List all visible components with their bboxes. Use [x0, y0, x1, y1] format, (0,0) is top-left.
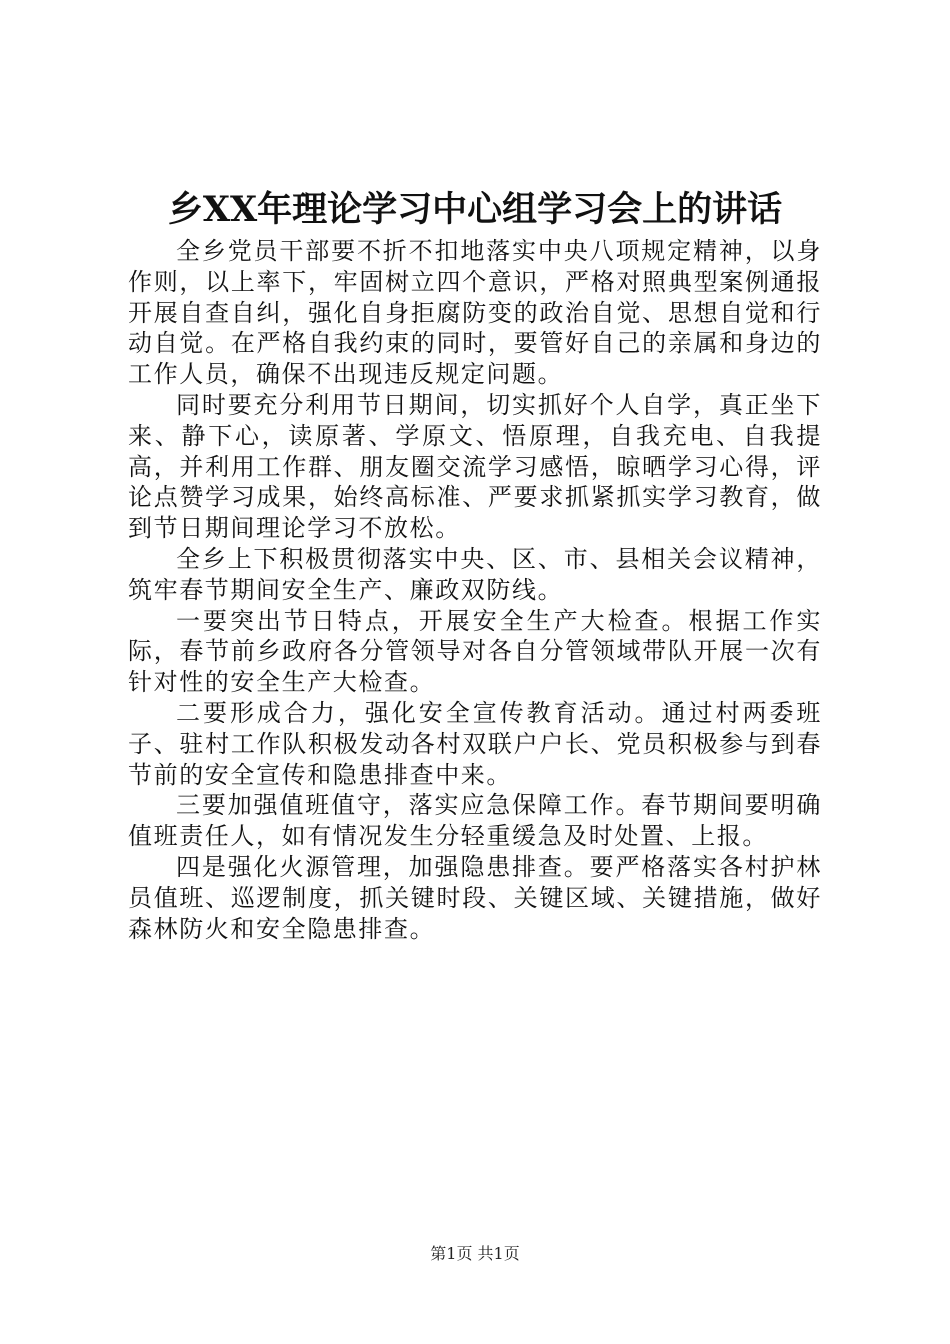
paragraph: 全乡党员干部要不折不扣地落实中央八项规定精神，以身作则，以上率下，牢固树立四个意识，严格对照典型案例通报开展自查自纠，强化自身拒腐防变的政治自觉、思想自觉和行动自觉。在严格自我约束的同时，要管好自己的亲属和身边的工作人员，确保不出现违反规定问题。	[128, 237, 822, 389]
page-number-footer: 第1页 共1页	[430, 1244, 520, 1263]
paragraph: 同时要充分利用节日期间，切实抓好个人自学，真正坐下来、静下心，读原著、学原文、悟原理，自我充电、自我提高，并利用工作群、朋友圈交流学习感悟，晾晒学习心得，评论点赞学习成果，始终高标准、严要求抓紧抓实学习教育，做到节日期间理论学习不放松。	[128, 390, 822, 543]
paragraph: 二要形成合力，强化安全宣传教育活动。通过村两委班子、驻村工作队积极发动各村双联户户长、党员积极参与到春节前的安全宣传和隐患排查中来。	[128, 698, 822, 789]
document-body	[128, 236, 822, 944]
paragraph: 一要突出节日特点，开展安全生产大检查。根据工作实际，春节前乡政府各分管领导对各自分管领域带队开展一次有针对性的安全生产大检查。	[128, 606, 822, 697]
paragraph: 三要加强值班值守，落实应急保障工作。春节期间要明确值班责任人，如有情况发生分轻重缓急及时处置、上报。	[128, 791, 822, 851]
paragraph: 四是强化火源管理，加强隐患排查。要严格落实各村护林员值班、巡逻制度，抓关键时段、关键区域、关键措施，做好森林防火和安全隐患排查。	[128, 852, 822, 943]
paragraph: 全乡上下积极贯彻落实中央、区、市、县相关会议精神，筑牢春节期间安全生产、廉政双防线。	[128, 544, 822, 604]
document-title: 乡XX年理论学习中心组学习会上的讲话	[167, 189, 783, 230]
